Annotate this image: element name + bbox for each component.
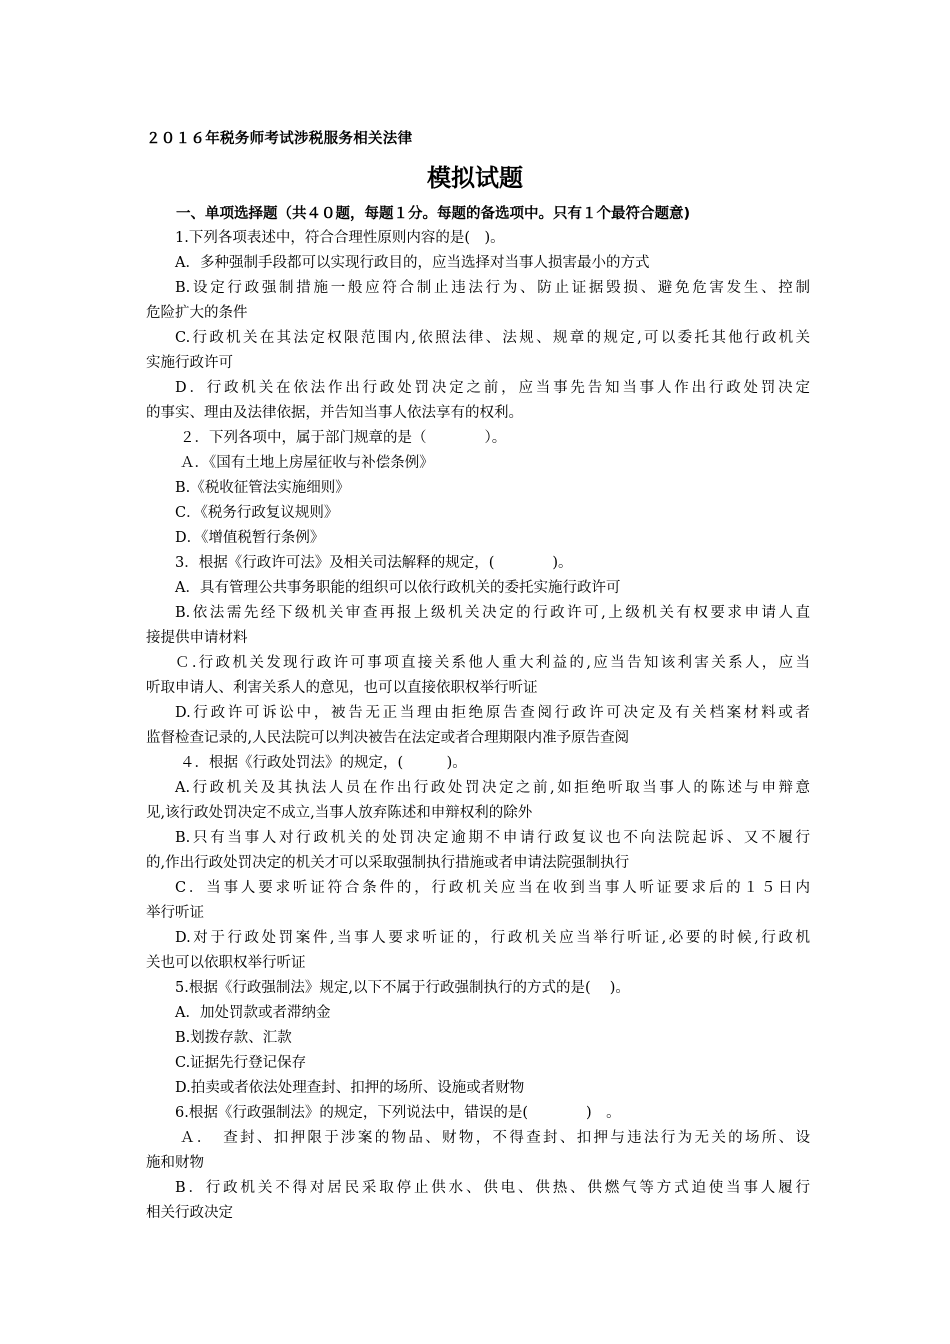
question-2-option-d: D．《增值税暂行条例》 bbox=[175, 530, 325, 546]
question-6-option-a: Ａ． 查封、扣押限于涉案的物品、财物，不得查封、扣押与违法行为无关的场所、设 bbox=[180, 1130, 810, 1146]
question-6-option-b-cont: 相关行政决定 bbox=[146, 1205, 233, 1221]
question-2-option-c: C．《税务行政复议规则》 bbox=[175, 505, 339, 521]
question-4-option-d: D.对于行政处罚案件,当事人要求听证的，行政机关应当举行听证,必要的时候,行政机 bbox=[175, 930, 810, 946]
question-3-option-d: D.行政许可诉讼中，被告无正当理由拒绝原告查阅行政许可决定及有关档案材料或者 bbox=[175, 705, 810, 721]
question-1-stem: 1.下列各项表述中，符合合理性原则内容的是( )。 bbox=[175, 230, 505, 246]
question-3-option-d-cont: 监督检查记录的,人民法院可以判决被告在法定或者合理期限内准予原告查阅 bbox=[146, 730, 630, 746]
question-1-option-a: A．多种强制手段都可以实现行政目的，应当选择对当事人损害最小的方式 bbox=[175, 255, 650, 271]
section-heading: 一、单项选择题（共４０题，每题１分。每题的备选项中。只有１个最符合题意) bbox=[176, 206, 691, 222]
question-3-option-b-cont: 接提供申请材料 bbox=[146, 630, 248, 646]
question-1-option-b: B.设定行政强制措施一般应符合制止违法行为、防止证据毁损、避免危害发生、控制 bbox=[175, 280, 810, 296]
question-4-option-c-cont: 举行听证 bbox=[146, 905, 204, 921]
question-3-option-c-cont: 听取申请人、利害关系人的意见，也可以直接依职权举行听证 bbox=[146, 680, 538, 696]
question-3-option-b: B.依法需先经下级机关审查再报上级机关决定的行政许可,上级机关有权要求申请人直 bbox=[175, 605, 810, 621]
question-5-option-b: B.划拨存款、汇款 bbox=[175, 1030, 292, 1046]
question-4-option-d-cont: 关也可以依职权举行听证 bbox=[146, 955, 306, 971]
question-4-option-b-cont: 的,作出行政处罚决定的机关才可以采取强制执行措施或者申请法院强制执行 bbox=[146, 855, 630, 871]
question-1-option-c: C.行政机关在其法定权限范围内,依照法律、法规、规章的规定,可以委托其他行政机关 bbox=[175, 330, 810, 346]
question-5-option-d: D.拍卖或者依法处理查封、扣押的场所、设施或者财物 bbox=[175, 1080, 525, 1096]
question-4-option-c: C．当事人要求听证符合条件的，行政机关应当在收到当事人听证要求后的１５日内 bbox=[175, 880, 810, 896]
question-4-option-b: B.只有当事人对行政机关的处罚决定逾期不申请行政复议也不向法院起诉、又不履行 bbox=[175, 830, 810, 846]
question-2-stem: ２．下列各项中，属于部门规章的是（ ）。 bbox=[180, 430, 507, 446]
question-3-stem: 3．根据《行政许可法》及相关司法解释的规定，( )。 bbox=[175, 555, 573, 571]
question-3-option-c: Ｃ.行政机关发现行政许可事项直接关系他人重大利益的,应当告知该利害关系人，应当 bbox=[175, 655, 810, 671]
question-1-option-d: D．行政机关在依法作出行政处罚决定之前，应当事先告知当事人作出行政处罚决定 bbox=[175, 380, 810, 396]
question-3-option-a: A．具有管理公共事务职能的组织可以依行政机关的委托实施行政许可 bbox=[175, 580, 621, 596]
question-4-option-a: A.行政机关及其执法人员在作出行政处罚决定之前,如拒绝听取当事人的陈述与申辩意 bbox=[175, 780, 810, 796]
document-header: ２０１６年税务师考试涉税服务相关法律 bbox=[146, 131, 413, 147]
question-6-stem: 6.根据《行政强制法》的规定，下列说法中，错误的是( ) 。 bbox=[175, 1105, 621, 1121]
question-5-option-a: A．加处罚款或者滞纳金 bbox=[175, 1005, 331, 1021]
question-2-option-a: Ａ．《国有土地上房屋征收与补偿条例》 bbox=[180, 455, 434, 471]
document-title: 模拟试题 bbox=[427, 164, 523, 192]
question-1-option-d-cont: 的事实、理由及法律依据，并告知当事人依法享有的权利。 bbox=[146, 405, 523, 421]
question-4-option-a-cont: 见,该行政处罚决定不成立,当事人放弃陈述和申辩权利的除外 bbox=[146, 805, 533, 821]
question-2-option-b: B.《税收征管法实施细则》 bbox=[175, 480, 350, 496]
question-1-option-c-cont: 实施行政许可 bbox=[146, 355, 233, 371]
question-5-option-c: C.证据先行登记保存 bbox=[175, 1055, 307, 1071]
question-4-stem: ４．根据《行政处罚法》的规定，( )。 bbox=[180, 755, 467, 771]
question-body bbox=[146, 226, 810, 1226]
question-6-option-b: B．行政机关不得对居民采取停止供水、供电、供热、供燃气等方式迫使当事人履行 bbox=[175, 1180, 810, 1196]
question-1-option-b-cont: 危险扩大的条件 bbox=[146, 305, 248, 321]
question-6-option-a-cont: 施和财物 bbox=[146, 1155, 204, 1171]
question-5-stem: 5.根据《行政强制法》规定,以下不属于行政强制执行的方式的是( )。 bbox=[175, 980, 630, 996]
